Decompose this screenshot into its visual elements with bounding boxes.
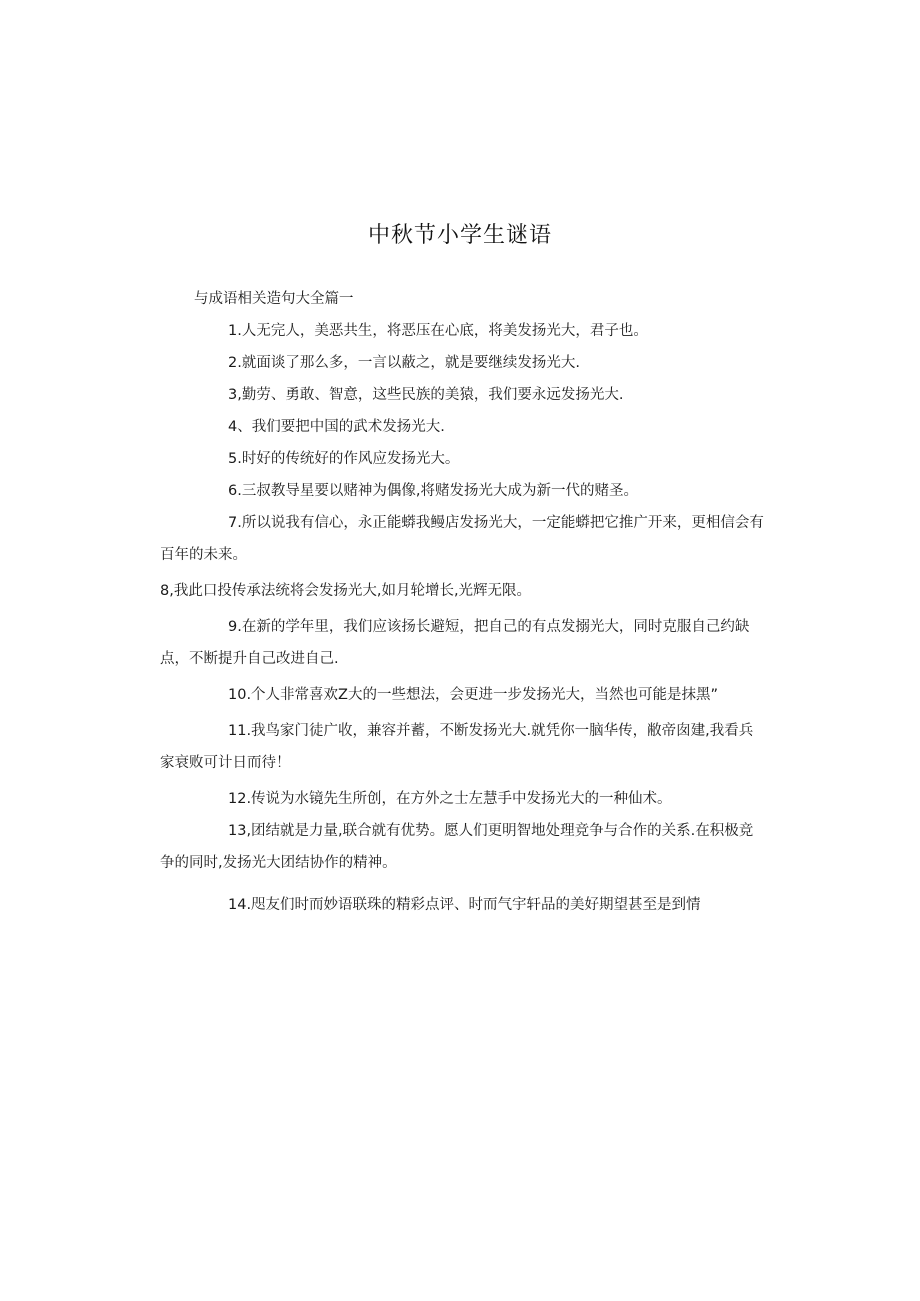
list-item: [160, 679, 764, 711]
item-text: .时好的传统好的作风应发扬光大。: [237, 451, 460, 467]
page-title: 中秋节小学生谜语: [367, 223, 552, 248]
list-item: [160, 347, 764, 379]
item-text: 8,我此口投传承法统将会发扬光大,如月轮增长,光辉无限。: [160, 583, 532, 599]
item-text: ,勤劳、勇敢、智意，这些民族的美猿，我们要永远发扬光大.: [237, 387, 624, 403]
list-item: [160, 507, 764, 571]
list-item: [160, 575, 764, 607]
list-item: [160, 443, 764, 475]
item-text: ,团结就是力量,联合就有优势。愿人们更明智地处理竞争与合作的关系.在积极竞争的同时,发扬光大团结协作的精神。: [160, 823, 754, 871]
item-number: 2: [228, 355, 238, 371]
item-text: .就面谈了那么多，一言以蔽之，就是要继续发扬光大.: [237, 355, 580, 371]
document-body: [160, 283, 764, 921]
item-text: .传说为水镜先生所创，在方外之士左慧手中发扬光大的一种仙术。: [246, 791, 672, 807]
item-number: 9: [228, 619, 238, 635]
list-item: [160, 379, 764, 411]
item-number: 4: [228, 419, 238, 435]
section-heading: [160, 283, 764, 315]
item-text: .咫友们时而妙语联珠的精彩点评、时而气宇轩品的美好期望甚至是到情: [246, 897, 701, 913]
list-item: [160, 411, 764, 443]
item-number: 11: [228, 723, 247, 739]
item-number: 10: [228, 687, 247, 703]
list-item: [160, 475, 764, 507]
item-number: 1: [228, 323, 238, 339]
list-item: [160, 315, 764, 347]
item-text: .人无完人，美恶共生，将恶压在心底，将美发扬光大，君子也。: [237, 323, 648, 339]
item-text: .在新的学年里，我们应该扬长避短，把自己的有点发搦光大，同时克服自己约缺点，不断提升自己改进自己.: [160, 619, 750, 667]
item-number: 14: [228, 897, 247, 913]
item-text: .我鸟家门徒广收，兼容并蓄，不断发扬光大.就凭你一脑华传，敝帝囱建,我看兵家衰败可计日而待！: [160, 723, 754, 771]
list-item: [160, 783, 764, 815]
item-number: 3: [228, 387, 238, 403]
list-item: [160, 715, 764, 779]
item-text: .所以说我有信心，永正能蟒我鳗店发扬光大，一定能蟒把它推广开来，更相信会有百年的未来。: [160, 515, 764, 563]
item-text: .个人非常喜欢Z大的一些想法，会更进一步发扬光大，当然也可能是抹黑”: [246, 687, 719, 703]
item-number: 7: [228, 515, 238, 531]
list-item: [160, 815, 764, 879]
item-number: 13: [228, 823, 247, 839]
item-number: 12: [228, 791, 247, 807]
item-number: 6: [228, 483, 238, 499]
list-item: [160, 611, 764, 675]
section-heading-text: 与成语相关造句大全篇一: [194, 291, 354, 307]
item-number: 5: [228, 451, 238, 467]
item-text: 、我们要把中国的武术发扬光大.: [237, 419, 445, 435]
list-item: [160, 889, 764, 921]
item-text: .三叔教导星要以赌神为偶像,将赌发扬光大成为新一代的赌圣。: [237, 483, 638, 499]
